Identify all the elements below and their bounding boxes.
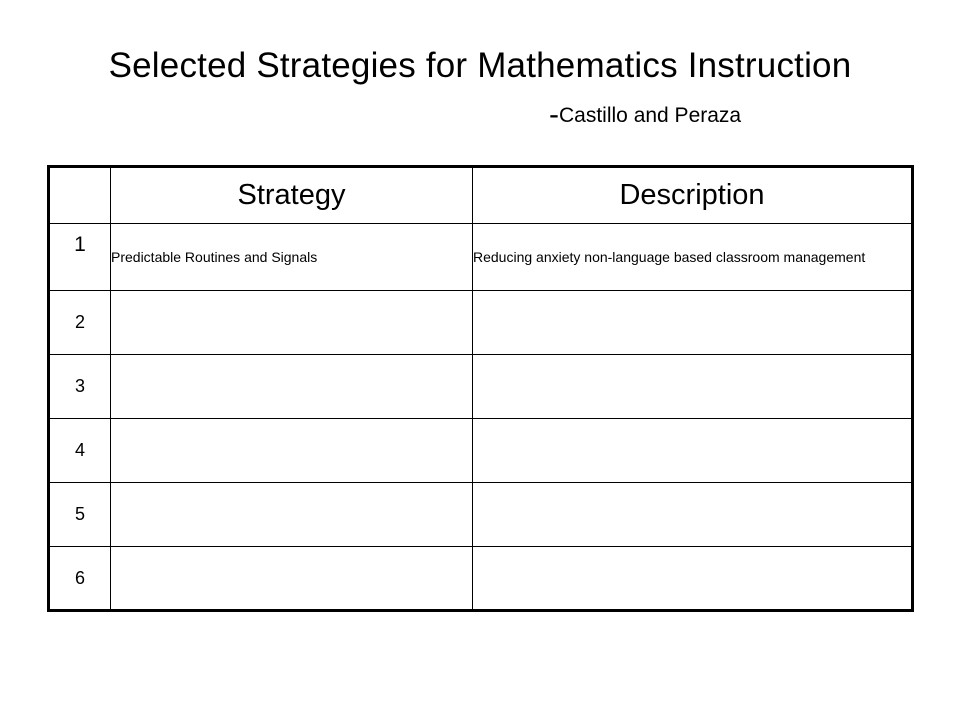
- table-row: [49, 355, 913, 419]
- description-cell: [473, 355, 913, 419]
- strategy-cell: [111, 547, 473, 611]
- header-description: Description: [473, 167, 913, 224]
- subtitle-dash: -: [549, 98, 559, 131]
- strategy-cell: Predictable Routines and Signals: [111, 224, 473, 291]
- header-number-cell: [49, 167, 111, 224]
- description-cell: [473, 291, 913, 355]
- table-header-row: [49, 167, 913, 224]
- description-cell: Reducing anxiety non-language based classroom management: [473, 224, 913, 291]
- row-number: 6: [49, 547, 111, 611]
- table-row: [49, 483, 913, 547]
- table-row: [49, 547, 913, 611]
- strategy-cell: [111, 355, 473, 419]
- table-row: [49, 291, 913, 355]
- row-number: 2: [49, 291, 111, 355]
- description-cell: [473, 419, 913, 483]
- row-number: 1: [49, 224, 111, 291]
- slide-subtitle: [549, 98, 741, 132]
- row-number: 4: [49, 419, 111, 483]
- row-number: 5: [49, 483, 111, 547]
- subtitle-authors: Castillo and Peraza: [559, 104, 742, 127]
- header-strategy: Strategy: [111, 167, 473, 224]
- strategy-cell: [111, 419, 473, 483]
- row-number: 3: [49, 355, 111, 419]
- table-row: [49, 419, 913, 483]
- slide-title: Selected Strategies for Mathematics Instruction: [108, 46, 852, 85]
- description-cell: [473, 483, 913, 547]
- strategy-cell: [111, 291, 473, 355]
- strategies-table: [47, 165, 914, 612]
- description-cell: [473, 547, 913, 611]
- strategy-cell: [111, 483, 473, 547]
- table-row: [49, 224, 913, 291]
